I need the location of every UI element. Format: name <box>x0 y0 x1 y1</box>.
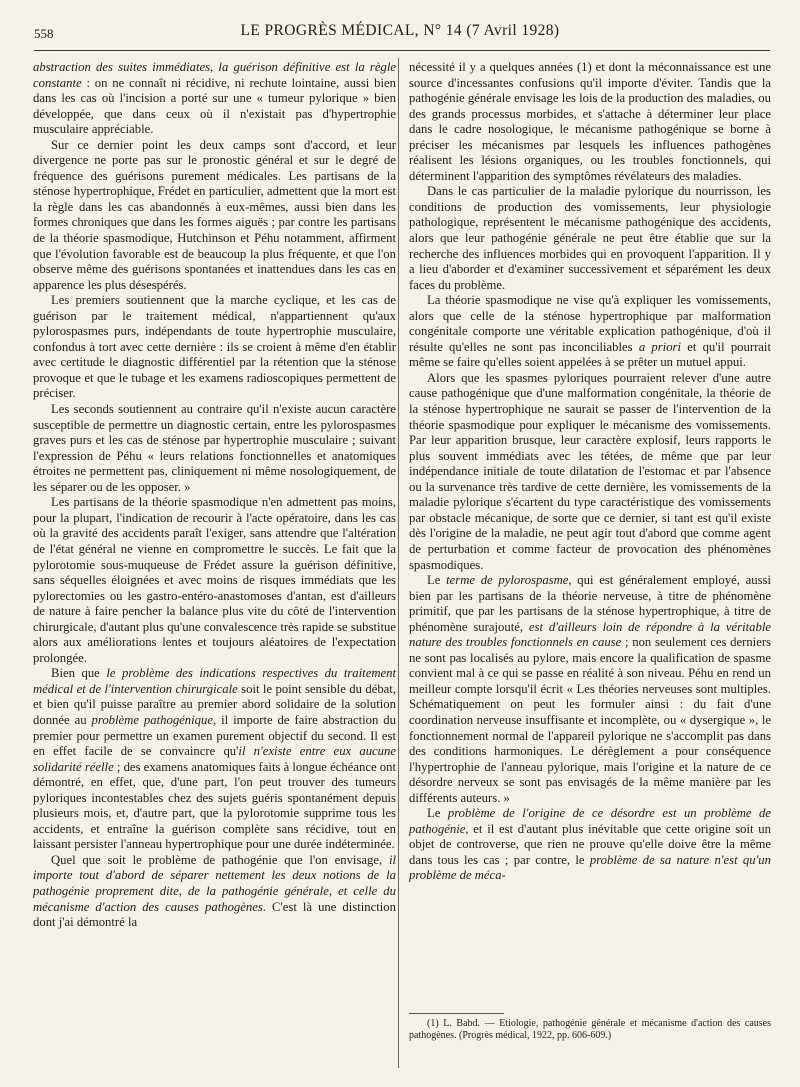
footnote-rule <box>409 1013 504 1014</box>
paragraph <box>33 60 396 138</box>
text: soit le point sensible du débat, et bien qu'il puisse paraître au premier abord solidaire de la solution donnée au <box>33 681 397 727</box>
italic-text: terme de pylorospasme <box>446 573 569 588</box>
italic-text: problème pathogénique <box>91 712 213 727</box>
italic-text: problème de sa nature n'est qu'un problème de méca- <box>409 852 771 883</box>
italic-text: le problème des indications respectives du traitement médical et de l'intervention chirurgicale <box>33 666 396 696</box>
italic-text: a priori <box>638 339 681 354</box>
journal-title: LE PROGRÈS MÉDICAL, N° 14 (7 Avril 1928) <box>240 22 560 39</box>
column-divider <box>398 58 399 1068</box>
left-column <box>33 60 396 931</box>
text: Bien que <box>51 666 107 681</box>
italic-text: abstraction des suites immédiates, la guérison définitive est la règle constante <box>33 60 396 90</box>
text: , et il est d'autant plus inévitable que cette origine soit un objet de controverse, que rien ne prouve qu'elle doive être la même dans tous les cas ; par contre, le <box>409 821 771 867</box>
text: ; des examens anatomiques faits à longue échéance ont démontré, en effet, que, d'une part, l'on peut trouver des tumeurs pyloriques incontestables chez des sujets guéris spontanément depuis plusieurs mois, et, d'autre part, que la pylorotomie supprime tous les accidents, et entraîne la guérison complète sans récidive, tout en laissant persister l'anneau hypertrophique pour une durée indéterminée. <box>33 759 396 852</box>
paragraph <box>33 666 396 853</box>
paragraph: Dans le cas particulier de la maladie pylorique du nourrisson, les conditions de production des vomissements, leur physiologie pathologique, représentent le mécanisme pathogénique des accidents, alors que leur pathogénie générale ne peut être établie que sur la recherche des influences morbides qui en provoquent l'apparition. Il y a lieu d'aborder et d'examiner successivement et séparément les deux faces du problème. <box>409 184 771 292</box>
text: et qu'il pourrait même se faire qu'elles soient appelées à se prêter un mutuel appui. <box>409 339 771 370</box>
text: , qui est généralement employé, aussi bien par les partisans de la théorie nerveuse, à titre de phénomène primitif, que par les partisans de la sténose hypertrophique, à titre de phénomène surajouté, <box>409 573 771 634</box>
paragraph <box>409 806 771 884</box>
italic-text: il importe tout d'abord de séparer nettement les deux notions de la pathogénie proprement dite, de la pathogénie générale, et celle du mécanisme d'action des causes pathogènes <box>33 852 396 914</box>
running-header <box>34 22 766 46</box>
text: Quel que soit le problème de pathogénie que l'on envisage, <box>51 852 389 867</box>
paragraph: Les partisans de la théorie spasmodique n'en admettent pas moins, pour la plupart, l'indication de recourir à l'acte opératoire, dans les cas où la gravité des accidents paraît l'exiger, sans attendre que l'altération de l'état général ne vienne en compromettre le succès. Le fait que la pylorotomie sous-muqueuse de Frédet assure la guérison définitive, sans séquelles éloignées et avec moins de risques immédiats que les pylorectomies ou les gastro-entéro-anastomoses d'antan, est d'ailleurs de nature à faire pencher la balance plus vite du côté de l'intervention chirurgicale, d'autant plus qu'une convalescence très rapide se substitue alors aux améliorations lentes et toujours aléatoires de l'expectation prolongée. <box>33 495 396 665</box>
text: Le <box>427 573 447 588</box>
paragraph: Les seconds soutiennent au contraire qu'il n'existe aucun caractère susceptible de permettre un diagnostic certain, entre les pylorospasmes graves purs et les cas de sténose par hypertrophie musculaire ; suivant l'expression de Péhu « leurs relations fonctionnelles et anatomiques étroites ne permettent pas, cliniquement ni même nosologiquement, de les séparer ou de les opposer. » <box>33 402 396 494</box>
right-column <box>409 60 771 884</box>
text: Le <box>427 806 448 821</box>
footnote: (1) L. Babd. — Etiologie, pathogénie générale et mécanisme d'action des causes pathogènes. (Progrès médical, 1922, pp. 606-609.) <box>409 1018 771 1041</box>
italic-text: il n'existe entre eux aucune solidarité réelle <box>33 744 396 774</box>
paragraph <box>409 293 771 371</box>
text: . C'est là une distinction dont j'ai démontré la <box>33 899 396 930</box>
italic-text: problème de l'origine de ce désordre est un problème de pathogénie <box>409 806 771 836</box>
paragraph: Les premiers soutiennent que la marche cyclique, et les cas de guérison par le traitement médical, n'appartiennent qu'aux pylorospasmes purs, indépendants de toute hypertrophie musculaire, confondus à tort avec cette dernière : ils se croient à même d'en établir avec certitude le diagnostic différentiel par la rétention que la sténose provoque et que le tubage et les examens radioscopiques permettent de préciser. <box>33 293 396 401</box>
paragraph <box>409 573 771 806</box>
text: , il importe de faire abstraction du premier pour permettre un examen purement objectif du second. Il est en effet facile de se convaincre qu' <box>33 712 396 759</box>
text: : on ne connaît ni récidive, ni rechute lointaine, aussi bien dans les cas où l'incision a porté sur une « tumeur pylorique » bien développée, que dans ceux où il n'existait pas d'hypertrophie musculaire appréciable. <box>33 75 396 137</box>
text: La théorie spasmodique ne vise qu'à expliquer les vomissements, alors que celle de la sténose hypertrophique par malformation congénitale comporte une véritable explication pathogénique, d'où il résulte qu'elles ne sont pas inconciliables <box>409 293 771 354</box>
paragraph <box>33 853 396 931</box>
header-rule <box>34 50 770 51</box>
text: ; non seulement ces derniers ne sont pas localisés au pylore, mais encore la qualification de spasme convient mal à ce qui se passe en réalité à son niveau. Péhu en rend un meilleur compte lorsqu'il écrit « Les théories nerveuses sont multiples. Schématiquement on peut les formuler ainsi : du fait d'une coordination nerveuse insuffisante et incomplète, ou « dysergique », le fonctionnement normal de l'appareil pylorique ne s'accomplit pas dans des conditions harmoniques. Le dérèglement a pour conséquence l'hypertrophie de l'anneau pylorique, mais l'origine et la nature de ce désordre nerveux se sont pas envisagés de la même manière par les différents auteurs. » <box>409 635 771 805</box>
italic-text: est d'ailleurs loin de répondre à la véritable nature des troubles fonctionnels en cause <box>409 619 771 650</box>
paragraph: Alors que les spasmes pyloriques pourraient relever d'une autre cause pathogénique que d'une malformation congénitale, la théorie de la sténose hypertrophique ne saurait se passer de l'intervention de la théorie spasmodique pour expliquer le mécanisme des vomissements. Par leur apparition brusque, leur caractère explosif, leurs rapports le plus souvent immédiats avec les tétées, de même que par leur indépendance initiale de toute dilatation de l'estomac et par l'absence ou la survenance très tardive de cette dernière, les vomissements de la maladie pylorique s'écartent du type caractéristique des vomissements par obstacle mécanique, de sorte que ce dernier, si tant est qu'il existe dès l'origine de la maladie, ne peut agir tout d'abord que comme agent de perturbation et comme facteur de provocation des phénomènes spasmodiques. <box>409 370 771 572</box>
page-number: 558 <box>34 26 54 41</box>
paragraph: nécessité il y a quelques années (1) et dont la méconnaissance est une source d'incessantes confusions qu'il importe d'éviter. Tandis que la pathogénie générale envisage les lois de la production des maladies, ou des grands processus morbides, et s'attache à déterminer leur place dans le cadre nosologique, le mécanisme pathogénique se borne à préciser les mécanismes par lesquels les influences pathogènes réalisent les lésions organiques, ou les troubles fonctionnels, qui déterminent l'apparition des symptômes révélateurs des maladies. <box>409 60 771 183</box>
paragraph: Sur ce dernier point les deux camps sont d'accord, et leur divergence ne porte pas sur le pronostic général et sur le degré de fréquence des guérisons purement médicales. Les partisans de la sténose hypertrophique, Frédet en particulier, admettent que la mort est la règle dans les cas abandonnés à eux-mêmes, aussi bien dans les formes chroniques que dans les formes aiguës ; par contre les partisans de la théorie spasmodique, Hutchinson et Péhu notamment, affirment que l'évolution favorable est de beaucoup la plus fréquente, et que l'on observe même des guérisons spontanées et inattendues dans les cas en apparence les plus désespérés. <box>33 137 396 292</box>
